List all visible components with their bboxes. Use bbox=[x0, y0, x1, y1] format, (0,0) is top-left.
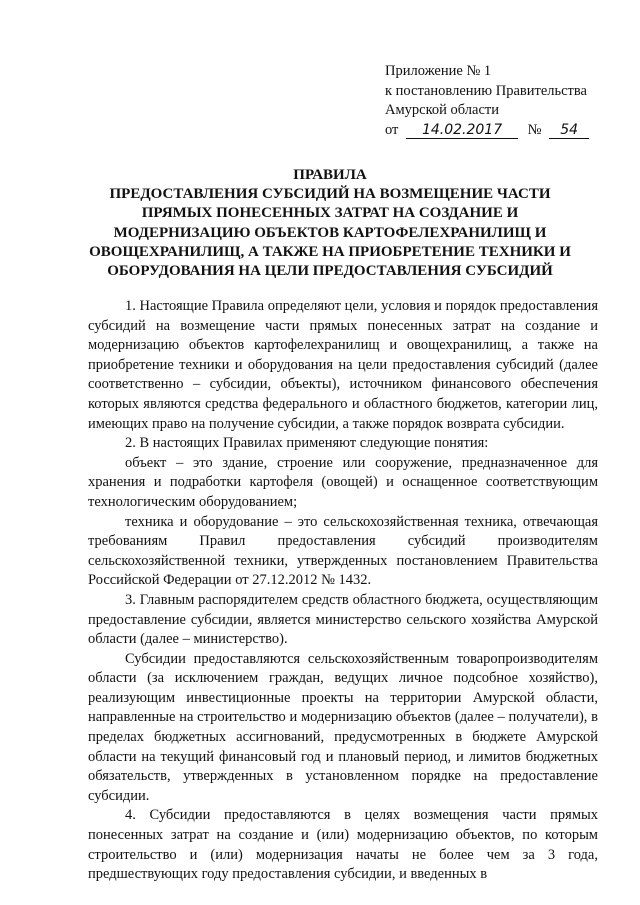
paragraph-1: 1. Настоящие Правила определяют цели, условия и порядок предоставления субсидий на возмещение части прямых понесенных затрат на создание и модернизацию объектов картофелехранилищ и овощехранилищ, а также на приобретение техники и оборудования на цели предоставления субсидий (далее соответственно – субсидии, объекты), источником финансового обеспечения которых являются средства федерального и областного бюджетов, категории лиц, имеющих право на получение субсидии, а также порядок возврата субсидии. bbox=[88, 298, 598, 432]
paragraph-2: 2. В настоящих Правилах применяют следующие понятия: bbox=[125, 435, 489, 452]
appendix-region: Амурской области bbox=[385, 102, 499, 118]
number-prefix: № bbox=[527, 121, 542, 138]
appendix-block bbox=[385, 62, 625, 140]
title-line: ОВОЩЕХРАНИЛИЩ, А ТАКЖЕ НА ПРИОБРЕТЕНИЕ ТЕХНИКИ И bbox=[89, 243, 571, 260]
title-line: ОБОРУДОВАНИЯ НА ЦЕЛИ ПРЕДОСТАВЛЕНИЯ СУБСИДИЙ bbox=[107, 263, 553, 280]
paragraph-4: 4. Субсидии предоставляются в целях возмещения части прямых понесенных затрат на создание и (или) модернизацию объектов, по которым строительство и (или) модернизация начаты не более чем за 3 года, предшествующих году предоставления субсидии, и введенных в bbox=[88, 807, 598, 883]
document-title bbox=[60, 166, 600, 281]
appendix-title: Приложение № 1 bbox=[385, 63, 492, 79]
title-line: ПРЯМЫХ ПОНЕСЕННЫХ ЗАТРАТ НА СОЗДАНИЕ И bbox=[141, 205, 519, 222]
title-line: МОДЕРНИЗАЦИЮ ОБЪЕКТОВ КАРТОФЕЛЕХРАНИЛИЩ И bbox=[113, 224, 547, 241]
paragraph-3: 3. Главным распорядителем средств областного бюджета, осуществляющим предоставление субсидии, является министерство сельского хозяйства Амурской области (далее – министерство). bbox=[88, 591, 598, 648]
appendix-date-line bbox=[385, 121, 625, 141]
paragraph-definition-equipment: техника и оборудование – это сельскохозяйственная техника, отвечающая требованиям Правил предоставления субсидий производителям сельскохозяйственной техники, утвержденных постановлением Правительства Российской Федерации от 27.12.2012 № 1432. bbox=[88, 513, 598, 589]
appendix-resolution: к постановлению Правительства bbox=[385, 82, 587, 99]
handwritten-number: 54 bbox=[549, 122, 589, 139]
paragraph-definition-object: объект – это здание, строение или сооружение, предназначенное для хранения и подработки картофеля (овощей) и оснащенное соответствующим технологическим оборудованием; bbox=[88, 454, 598, 510]
date-prefix: от bbox=[385, 121, 399, 138]
handwritten-date: 14.02.2017 bbox=[406, 122, 518, 139]
paragraph-recipients: Субсидии предоставляются сельскохозяйственным товаропроизводителям области (за исключением граждан, ведущих личное подсобное хозяйство), реализующим инвестиционные проекты на территории Амурской области, направленные на строительство и модернизацию объектов (далее – получатели), в пределах бюджетных ассигнований, предусмотренных в бюджете Амурской области на текущий финансовый год и плановый период, и лимитов бюджетных обязательств, утвержденных в установленном порядке на предоставление субсидии. bbox=[88, 650, 598, 804]
title-line: ПРЕДОСТАВЛЕНИЯ СУБСИДИЙ НА ВОЗМЕЩЕНИЕ ЧАСТИ bbox=[109, 186, 551, 203]
title-line: ПРАВИЛА bbox=[293, 167, 367, 183]
document-body bbox=[88, 297, 598, 885]
